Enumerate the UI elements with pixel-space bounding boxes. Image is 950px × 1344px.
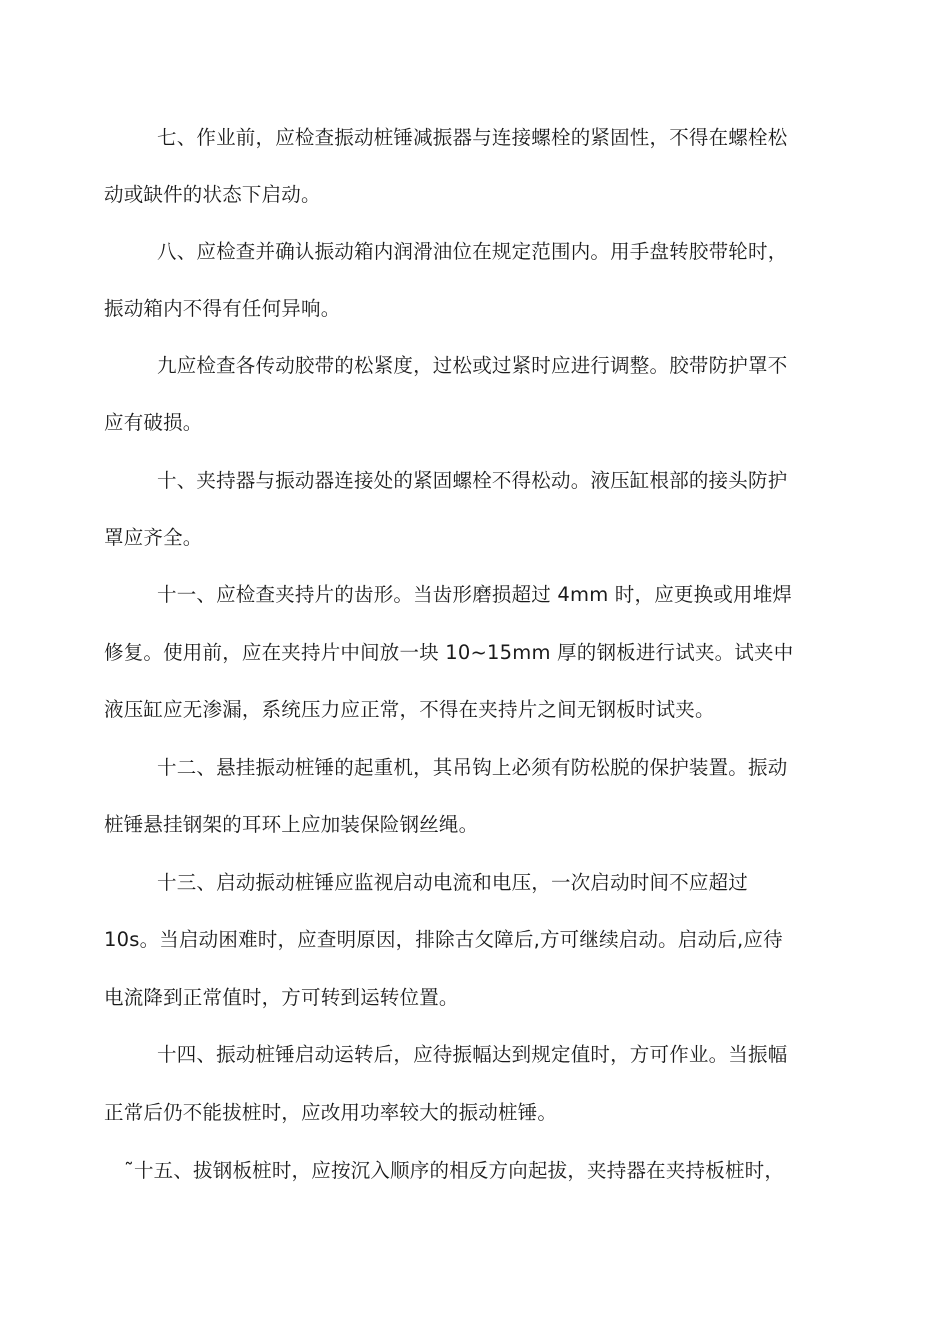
text-line: 桩锤悬挂钢架的耳环上应加装保险钢丝绳。: [104, 813, 479, 836]
text-line: 十三、启动振动桩锤应监视启动电流和电压，一次启动时间不应超过: [157, 871, 749, 894]
text-line: 10s。当启动困难时，应查明原因，排除古攵障后,方可继续启动。启动后,应待: [104, 928, 783, 951]
text-line: 九应检查各传动胶带的松紧度，过松或过紧时应进行调整。胶带防护罩不: [157, 354, 788, 377]
text-line: 十、夹持器与振动器连接处的紧固螺栓不得松动。液压缸根部的接头防护: [157, 469, 788, 492]
text-line: 十四、振动桩锤启动运转后，应待振幅达到规定值时，方可作业。当振幅: [157, 1043, 788, 1066]
text-line: 十一、应检查夹持片的齿形。当齿形磨损超过 4mm 时，应更换或用堆焊: [157, 583, 793, 606]
text-line: ˜十五、拔钢板桩时，应按沉入顺序的相反方向起拔，夹持器在夹持板桩时，: [124, 1159, 785, 1182]
text-line: 液压缸应无渗漏，系统压力应正常，不得在夹持片之间无钢板时试夹。: [104, 698, 715, 721]
text-line: 振动箱内不得有任何异响。: [104, 297, 341, 320]
text-line: 修复。使用前，应在夹持片中间放一块 10~15mm 厚的钢板进行试夹。试夹中: [104, 641, 794, 664]
text-line: 电流降到正常值时，方可转到运转位置。: [104, 986, 459, 1009]
text-line: 动或缺件的状态下启动。: [104, 183, 321, 206]
text-line: 罩应齐全。: [104, 526, 203, 549]
text-line: 正常后仍不能拔桩时，应改用功率较大的振动桩锤。: [104, 1101, 558, 1124]
text-line: 十二、悬挂振动桩锤的起重机，其吊钩上必须有防松脱的保护装置。振动: [157, 756, 788, 779]
text-line: 七、作业前，应检查振动桩锤减振器与连接螺栓的紧固性，不得在螺栓松: [157, 126, 788, 149]
text-line: 八、应检查并确认振动箱内润滑油位在规定范围内。用手盘转胶带轮时，: [157, 240, 788, 263]
text-line: 应有破损。: [104, 411, 203, 434]
